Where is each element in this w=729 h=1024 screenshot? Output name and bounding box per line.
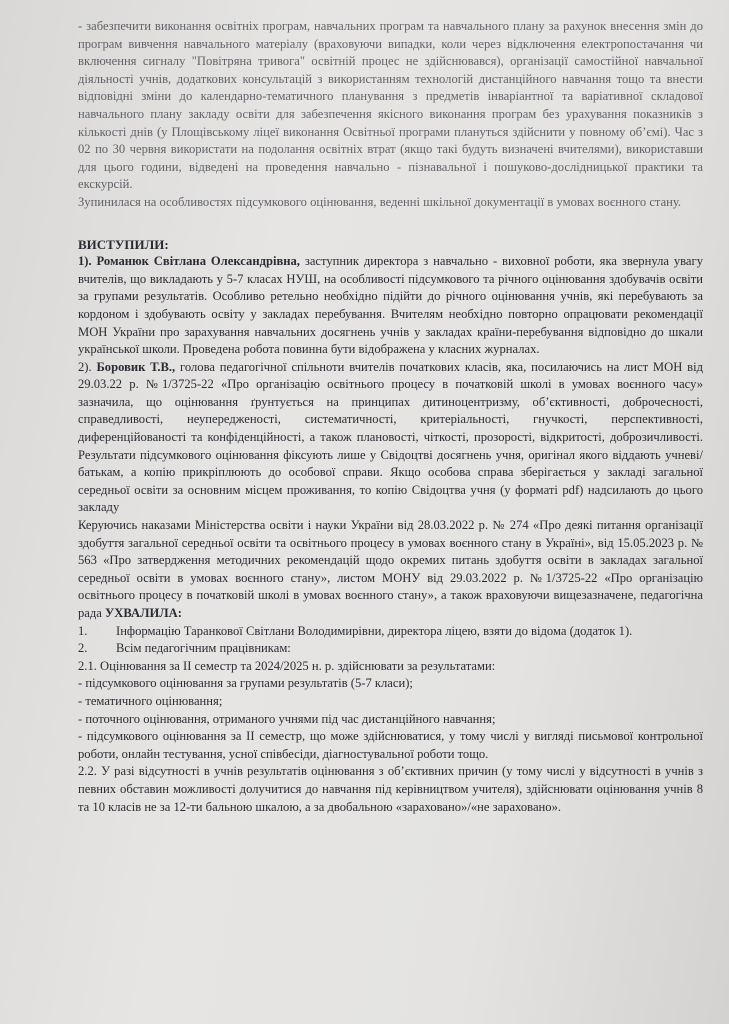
item-2-1-bullet-3: - поточного оцінювання, отриманого учнями під час дистанційного навчання; (78, 711, 496, 726)
guided-by-text: Керуючись наказами Міністерства освіти і науки України від 28.03.2022 р. № 274 «Про деякі питання організації здобуття загальної середньої освіти та освітнього процесу в умовах воєнного стану в Україні», від 15.05.2023 р. № 563 «Про затвердження методичних рекомендацій щодо окремих питань здобуття освіти в закладах загальної середньої освіти в умовах воєнного стану», листом МОНУ від 29.03.2022 р. №1/3725-22 «Про організацію освітнього процесу в початковій школі в умовах воєнного стану», а також враховуючи вищезазначене, педагогічна рада (78, 518, 703, 620)
decision-word: УХВАЛИЛА: (105, 606, 182, 620)
speaker-1-paragraph (78, 253, 703, 359)
intro-paragraph-1: - забезпечити виконання освітніх програм, навчальних програм та навчального плану за рахунок внесення змін до програм вивчення навчального матеріалу (враховуючи випадки, коли через відключення електропостачання чи включення сигналу "Повітряна тривога" освітній процес не здійснювався), організації самостійної навчальної діяльності учнів, додаткових консультацій з використанням технологій дистанційного навчання тощо та внести відповідні зміни до календарно-тематичного планування з предметів інваріантної та варіативної складової навчального плану закладу освіти для забезпечення якісного виконання програм без урахування показників з кількості днів (у Площівському ліцеї виконання Освітньої програми плануться здійснити у повному об’ємі). Час з 02 по 30 червня використати на подолання освітніх втрат (якщо такі будуть визначені вчителями), використавши для цього години, відведені на проведення навчально - пізнавальної і пошуково-дослідницької практики та екскурсій. (78, 19, 703, 192)
item-2-1-title: 2.1. Оцінювання за ІІ семестр та 2024/2025 н. р. здійснювати за результатами: (78, 658, 496, 673)
speakers-heading: ВИСТУПИЛИ: (78, 236, 169, 252)
resolution-2 (78, 640, 703, 658)
speaker-1-number: 1). (78, 254, 92, 269)
resolution-1 (78, 623, 703, 641)
guided-by-paragraph (78, 517, 703, 623)
resolution-1-number: 1. (78, 623, 88, 638)
item-2-1-bullet-1: - підсумкового оцінювання за групами результатів (5-7 класи); (78, 676, 413, 691)
resolution-2-number: 2. (78, 641, 88, 656)
speaker-2-paragraph (78, 359, 703, 517)
speaker-2-name: Боровик Т.В., (96, 359, 176, 374)
speaker-2-number: 2). (78, 359, 92, 374)
speaker-2-text: голова педагогічної спільноти вчителів початкових класів, яка, посилаючись на лист МОН від 29.03.22 р. №1/3725-22 «Про організацію освітнього процесу в початковій школі в умовах воєнного часу» зазначила, що оцінювання ґрунтується на принципах дитиноцентризму, об’єктивності, доброчесності, справедливості, неупередженості, систематичності, критеріальності, гнучкості, перспективності, диференційованості та конфіденційності, а також плановості, чіткості, прозорості, відкритості, доброзичливості. Результати підсумкового оцінювання фіксують лише у Свідоцтві досягнень учня, оригінал якого віддають учневі/батькам, а копію прикріплюють до особової справи. Якщо особова справа зберігається у закладі загальної середньої освіти за основним місцем проживання, то копію Свідоцтва учня (у форматі pdf) надсилають до цього закладу (78, 359, 703, 515)
speaker-1-text: заступник директора з навчально - виховної роботи, яка звернула увагу вчителів, що викладають у 5-7 класах НУШ, на особливості підсумкового та річного оцінювання здобувачів освіти за групами результатів. Особливо ретельно необхідно підійти до річного оцінювання учнів, які перебувають за кордоном і здобувають освіту у закладах перебування. Вчителям необхідно повторно опрацювати рекомендації МОН України про зарахування навчальних досягнень учнів у закладах країни-перебування відповідно до шкали української школи. Проведена робота повинна бути відображена у класних журналах. (78, 254, 703, 357)
intro-paragraph-2: Зупинилася на особливостях підсумкового оцінювання, веденні шкільної документації в умовах воєнного стану. (78, 194, 682, 209)
item-2-1-bullet-2: - тематичного оцінювання; (78, 693, 223, 708)
resolution-1-text: Інформацію Таранкової Світлани Володимирівни, директора ліцею, взяти до відома (додаток 1). (116, 623, 633, 638)
item-2-1-bullet-4: - підсумкового оцінювання за ІІ семестр, що може здійснюватися, у тому числі у вигляді письмової контрольної роботи, онлайн тестування, усної співбесіди, діагностувальної роботи тощо. (78, 729, 703, 761)
section-gap (78, 212, 703, 234)
item-2-2: 2.2. У разі відсутності в учнів результатів оцінювання з об’єктивних причин (у тому числі у відсутності в учнів з певних обставин можливості долучитися до навчання під керівництвом учителя), здійснювати оцінювання учнів 8 та 10 класів не за 12-ти бальною шкалою, а за двобальною «зараховано»/«не зараховано». (78, 764, 703, 814)
speaker-1-name: Романюк Світлана Олександрівна, (96, 254, 300, 269)
resolution-2-text: Всім педагогічним працівникам: (116, 641, 291, 656)
